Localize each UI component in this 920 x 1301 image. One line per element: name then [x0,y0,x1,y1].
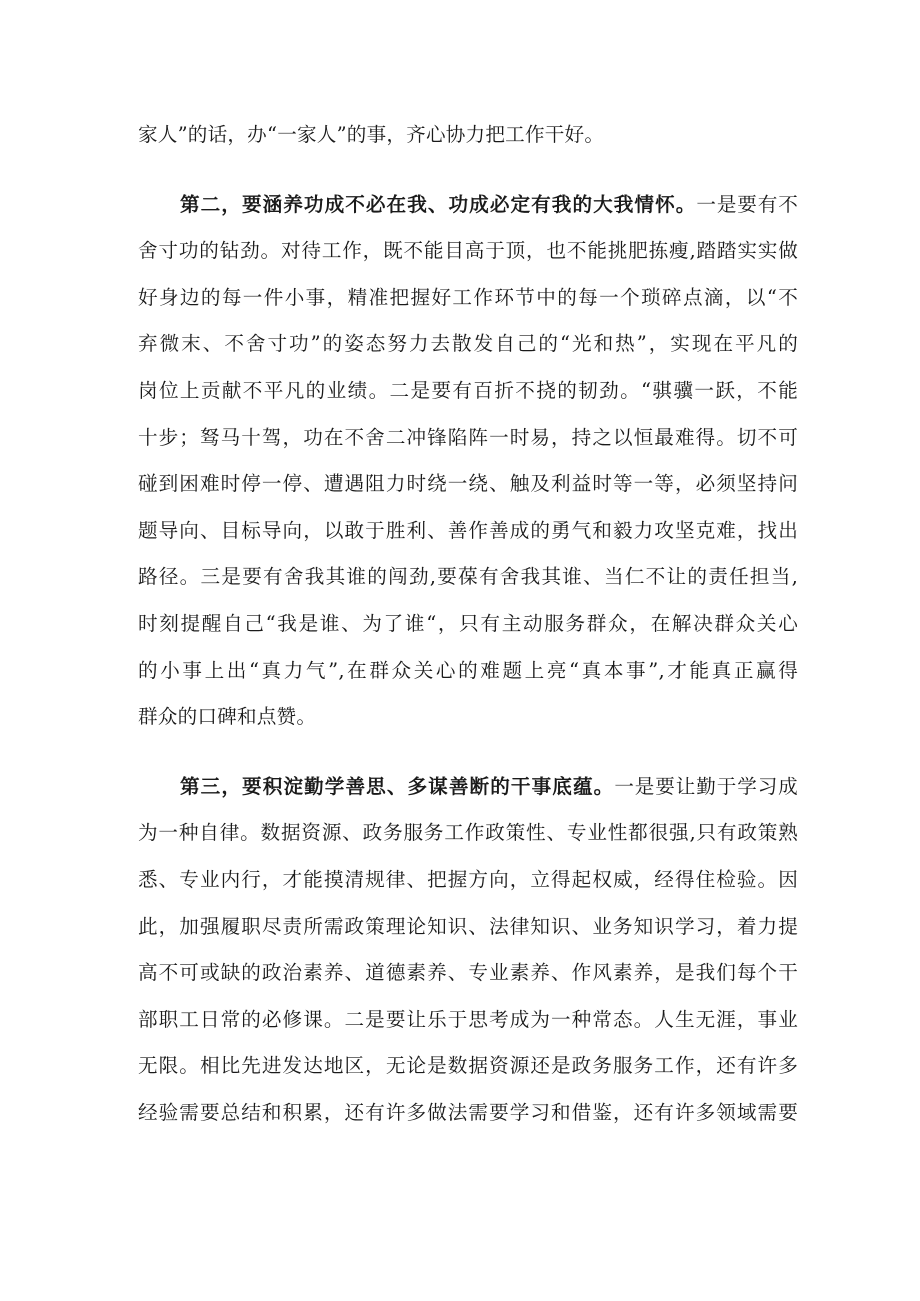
text-line: 路径。三是要有舍我其谁的闯劲,要葆有舍我其谁、当仁不让的责任担当, [138,565,798,589]
text-line: 经验需要总结和积累，还有许多做法需要学习和借鉴，还有许多领域需要 [138,1100,798,1124]
text-line: 好身边的每一件小事，精准把握好工作环节中的每一个琐碎点滴，以“不 [138,285,798,309]
paragraph-heading: 第二，要涵养功成不必在我、功成必定有我的大我情怀。 [180,192,697,216]
text-line [138,764,798,811]
text-line: 的小事上出“真力气”,在群众关心的难题上亮“真本事”,才能真正赢得 [138,658,798,682]
text-run: 一是要让勤于学习成 [614,774,798,798]
text-line: 此，加强履职尽责所需政策理论知识、法律知识、业务知识学习，着力提 [138,914,798,938]
text-line: 家人”的话，办“一家人”的事，齐心协力把工作干好。 [138,123,605,146]
paragraph-continuation [138,112,798,159]
document-page [138,112,798,1136]
text-run: 一是要有不 [696,192,798,216]
paragraph-heading: 第三，要积淀勤学善思、多谋善断的干事底蕴。 [180,774,615,798]
text-line: 弃微末、不舍寸功”的姿态努力去散发自己的“光和热”，实现在平凡的 [138,332,798,356]
text-line: 时刻提醒自己“我是谁、为了谁“，只有主动服务群众，在解决群众关心 [138,611,798,635]
text-line: 碰到困难时停一停、遭遇阻力时绕一绕、触及利益时等一等，必须坚持问 [138,472,798,496]
paragraph-second-point [138,182,798,741]
text-line: 舍寸功的钻劲。对待工作，既不能目高于顶，也不能挑肥拣瘦,踏踏实实做 [138,239,798,263]
text-line: 高不可或缺的政治素养、道德素养、专业素养、作风素养，是我们每个干 [138,961,798,985]
text-line: 题导向、目标导向，以敢于胜利、善作善成的勇气和毅力攻坚克难，找出 [138,518,798,542]
text-line: 十步；驽马十驾，功在不舍二冲锋陷阵一时易，持之以恒最难得。切不可 [138,425,798,449]
text-line [138,182,798,229]
text-line: 部职工日常的必修课。二是要让乐于思考成为一种常态。人生无涯，事业 [138,1007,798,1031]
paragraph-gap [138,741,798,764]
paragraph-gap [138,159,798,182]
text-line: 无限。相比先进发达地区，无论是数据资源还是政务服务工作，还有许多 [138,1054,798,1078]
text-line: 岗位上贡献不平凡的业绩。二是要有百折不挠的韧劲。“骐骥一跃，不能 [138,378,798,402]
text-line: 群众的口碑和点赞。 [138,705,317,729]
text-line: 为一种自律。数据资源、政务服务工作政策性、专业性都很强,只有政策熟 [138,821,798,845]
text-line: 悉、专业内行，才能摸清规律、把握方向，立得起权威，经得住检验。因 [138,867,798,891]
paragraph-third-point [138,764,798,1137]
